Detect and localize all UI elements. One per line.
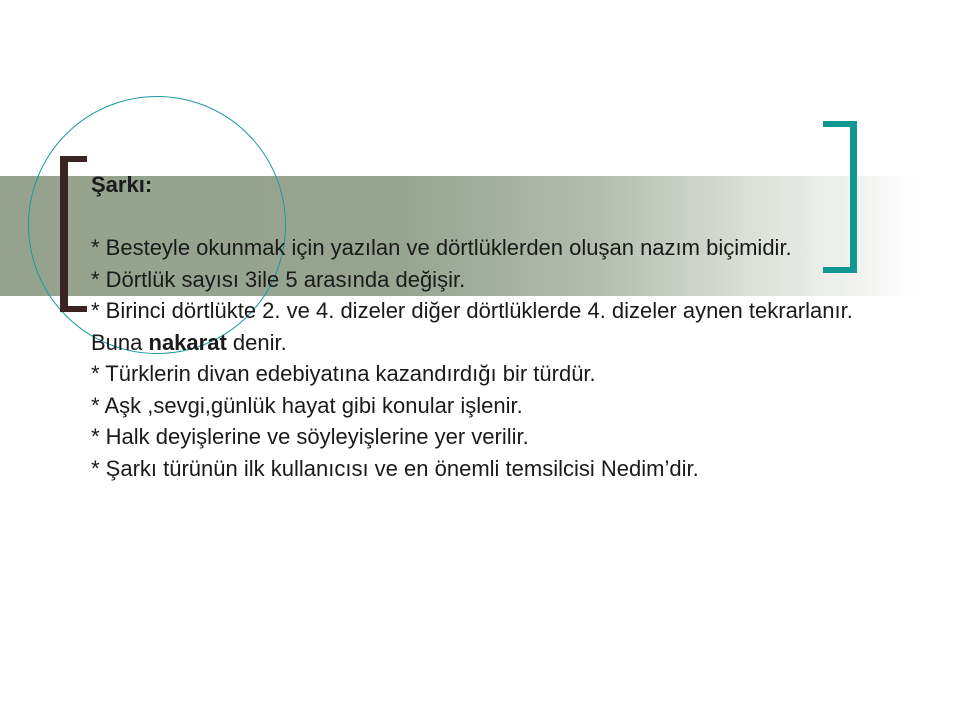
bullet-item-text: denir. bbox=[226, 329, 287, 355]
slide-content bbox=[91, 169, 901, 484]
left-bracket-decoration bbox=[60, 156, 87, 312]
bullet-item: * Besteyle okunmak için yazılan ve dörtlüklerden oluşan nazım biçimidir. bbox=[91, 235, 792, 260]
bullet-item-text: * Birinci dörtlükte 2. ve 4. dizeler diğer dörtlüklerde 4. dizeler aynen tekrarlanır. Buna bbox=[91, 298, 853, 355]
slide-title: Şarkı: bbox=[91, 172, 153, 197]
spacer bbox=[91, 201, 901, 233]
bullet-item: * Aşk ,sevgi,günlük hayat gibi konular işlenir. bbox=[91, 392, 523, 418]
bullet-item: * Şarkı türünün ilk kullanıcısı ve en önemli temsilcisi Nedim’dir. bbox=[91, 455, 699, 481]
bullet-item bbox=[91, 295, 901, 358]
bullet-item: * Dörtlük sayısı 3ile 5 arasında değişir. bbox=[91, 266, 466, 292]
bullet-item: * Türklerin divan edebiyatına kazandırdığı bir türdür. bbox=[91, 361, 596, 386]
bullet-item: * Halk deyişlerine ve söyleyişlerine yer verilir. bbox=[91, 424, 529, 449]
bullet-item-bold-term: nakarat bbox=[148, 329, 227, 355]
